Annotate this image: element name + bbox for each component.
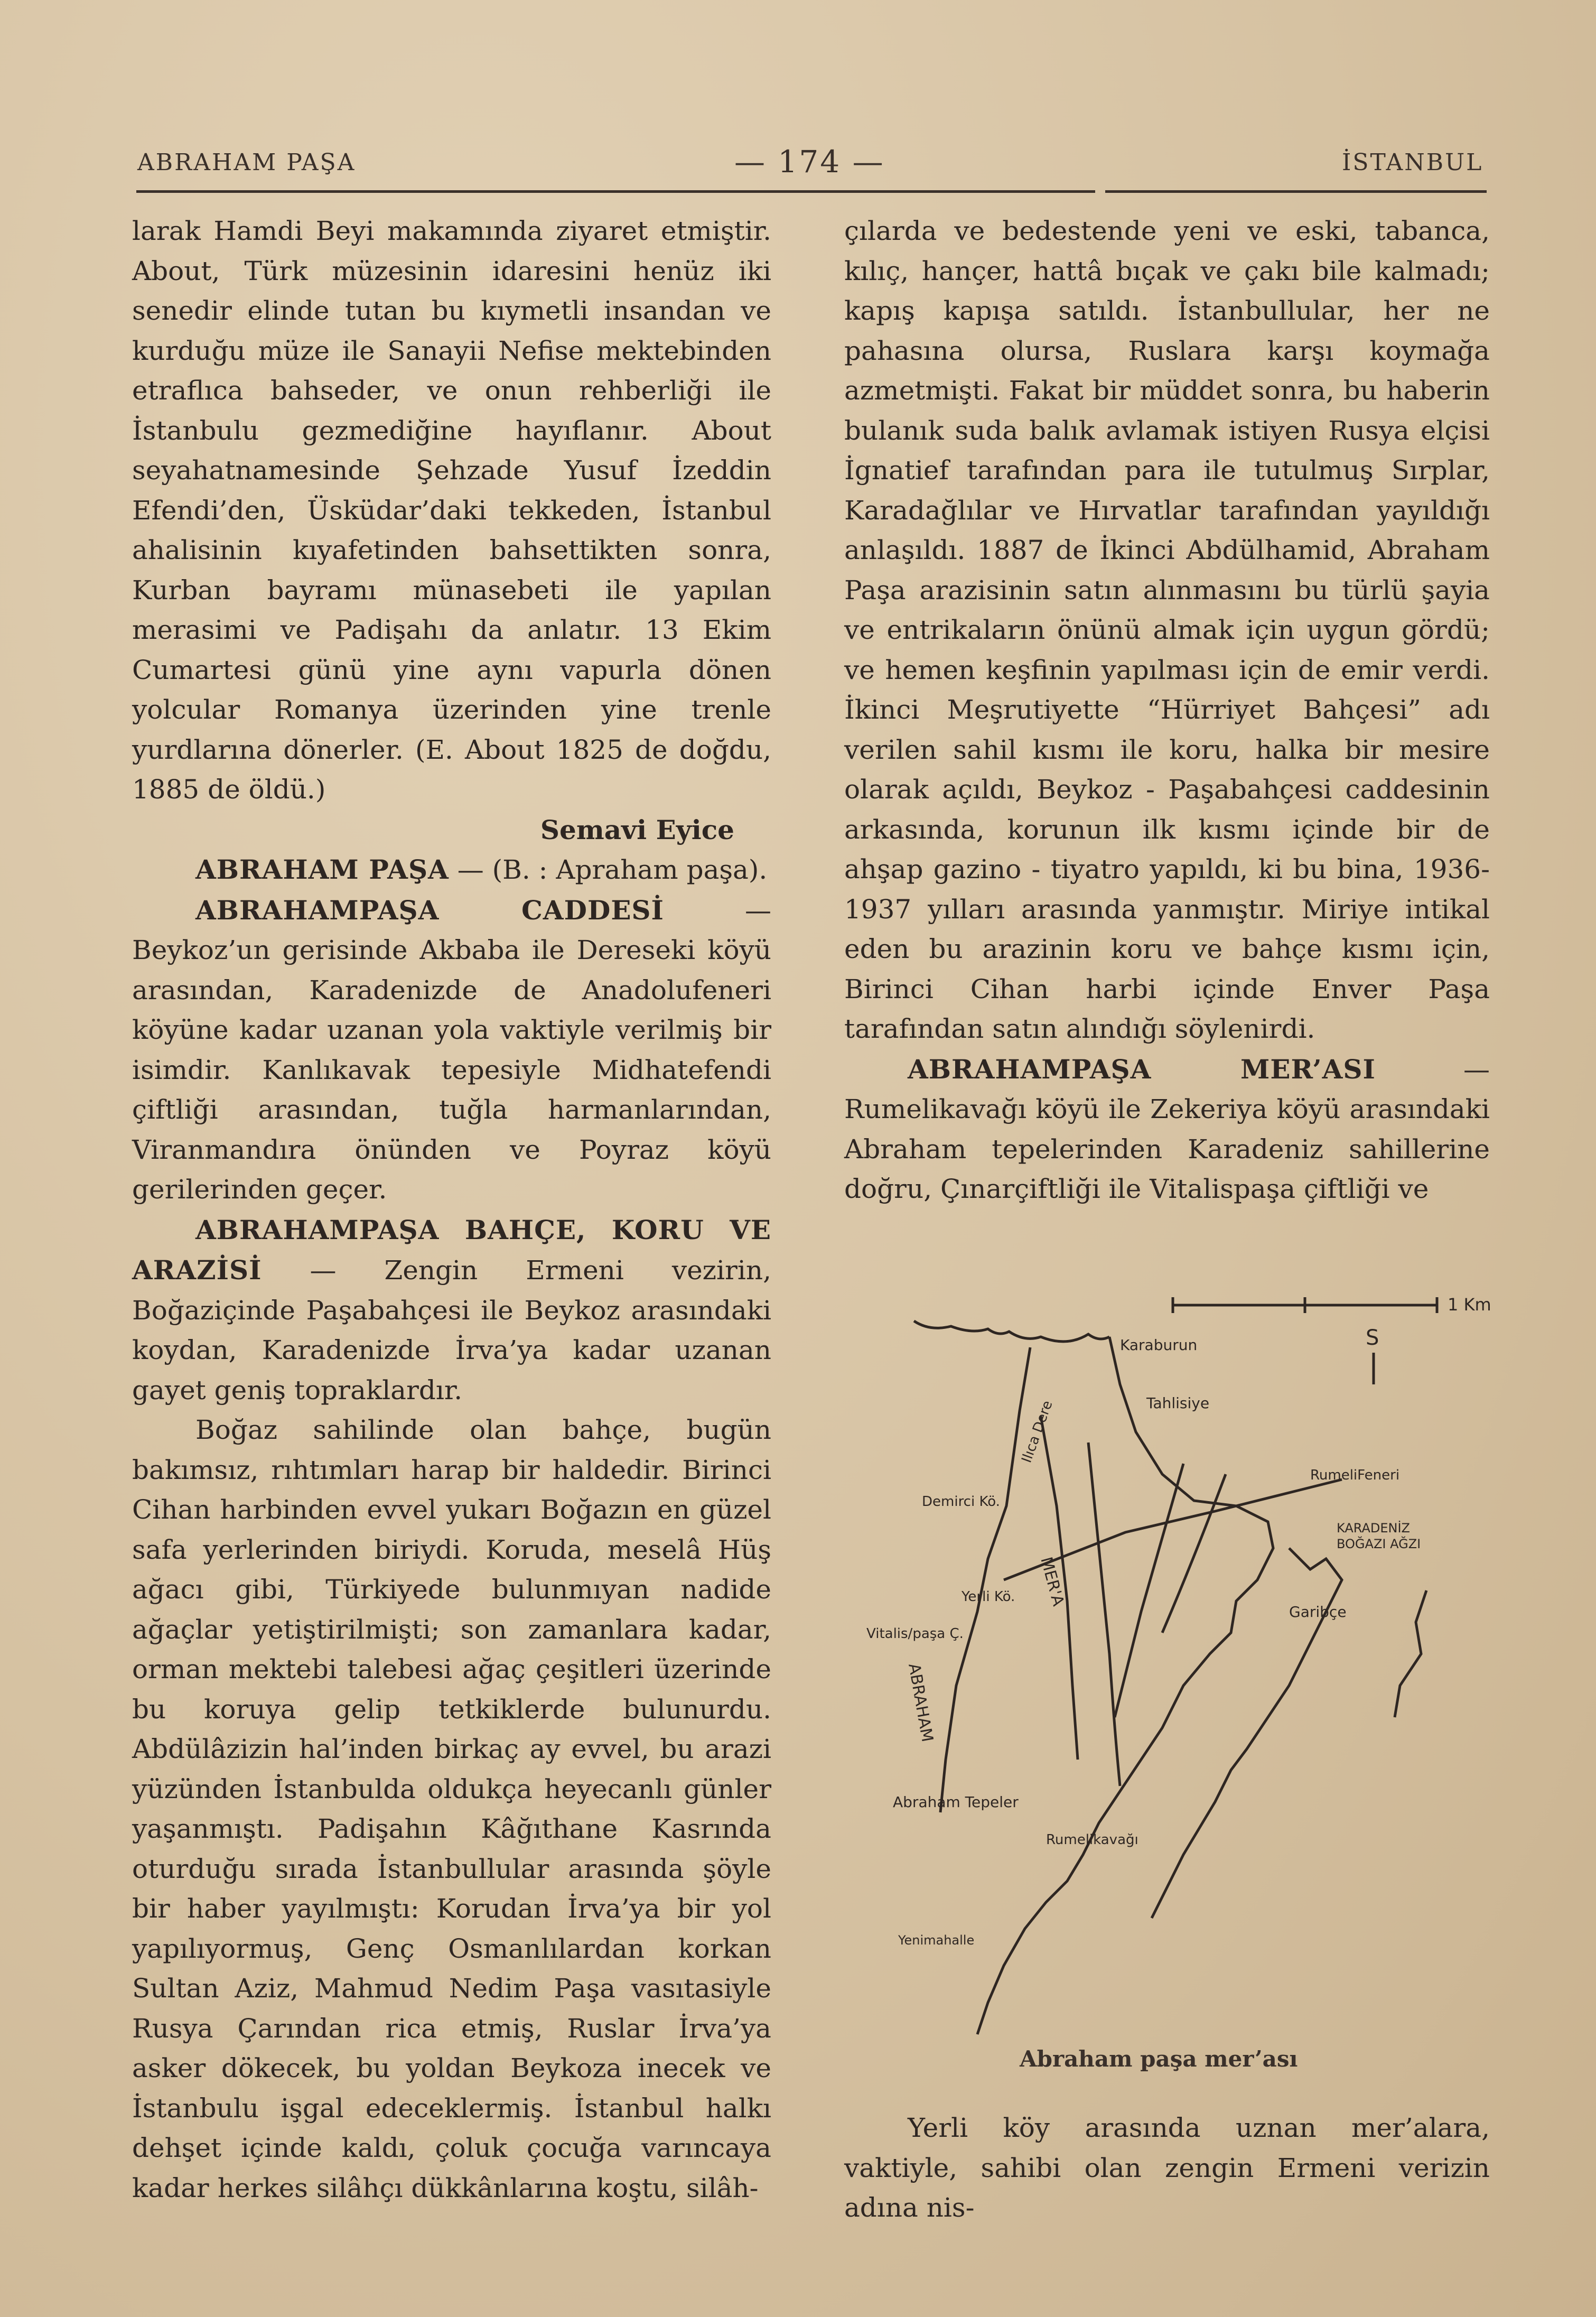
map-label-abr: ABRAHAM [904,1662,937,1744]
bosphorus-coast [977,1337,1273,2034]
header-rule [136,190,1095,193]
map-drawing [866,1284,1490,2050]
entry-heading: ABRAHAM PAŞA [195,854,449,885]
map-figure [866,1284,1490,2050]
entry-body: — Zengin Ermeni vezirin, Boğaziçinde Paşabahçesi ile Beykoz arasındaki koydan, Karadenizde İrva’ya kadar uzanan gayet geniş topraklardır. [132,1255,771,1406]
coast-east [1395,1590,1426,1717]
entry-abrahampasa-caddesi [132,890,771,1210]
header-rule-right [1105,190,1487,193]
north-label: S [1366,1326,1379,1350]
stream [1115,1464,1183,1717]
entry-heading: ABRAHAMPAŞA MER’ASI [908,1053,1376,1085]
west-boundary [940,1347,1030,1812]
map-label-karaburun: Karaburun [1120,1336,1198,1354]
paragraph: Boğaz sahilinde olan bahçe, bugün bakımsız, rıhtımları harap bir haldedir. Birinci Cihan harbinden evvel yukarı Boğazın en güzel safa yerlerinden biriydi. Koruda, meselâ Hüş ağacı gibi, Türkiyede bulunmıyan nadide ağaçlar yetiştirilmişti; son zamanlara kadar, orman mektebi talebesi ağaç çeşitleri üzerinde bu koruya gelip tetkiklerde bulunurdu. Abdülâzizin hal’inden birkaç ay evvel, bu arazi yüzünden İstanbulda oldukça heyecanlı günler yaşanmıştı. Padişahın Kâğıthane Kasrında oturduğu sırada İstanbullular arasında şöyle bir haber yayılmıştı: Korudan İrva’ya bir yol yapılıyormuş, Genç Osmanlılardan korkan Sultan Aziz, Mahmud Nedim Paşa vasıtasiyle Rusya Çarından rica etmiş, Ruslar İrva’ya asker dökecek, bu yoldan Beykoza inecek ve İstanbulu işgal edeceklermiş. İstanbul halkı dehşet içinde kaldı, çoluk çocuğa varıncaya kadar herkes silâhçı dükkânlarına koştu, silâh- [132,1415,771,2203]
entry-body: — Rumelikavağı köyü ile Zekeriya köyü arasındaki Abraham tepelerinden Karadeniz sahillerine doğru, Çınarçiftliği ile Vitalispaşa çiftliği ve [844,1054,1490,1204]
map-label-demirci: Demirci Kö. [922,1494,1000,1510]
entry-heading: ABRAHAMPAŞA CADDESİ [195,894,664,926]
scale-label: 1 Km [1448,1295,1490,1315]
map-label-rumelifeneri: RumeliFeneri [1310,1467,1400,1483]
map-label-rumelikavagi: Rumelikavağı [1046,1832,1138,1848]
entry-body: — (B. : Apraham paşa). [449,854,768,885]
stream [1088,1443,1120,1786]
entry-body: — Beykoz’un gerisinde Akbaba ile Dereseki köyü arasından, Karadenizde de Anadolufeneri köyüne kadar uzanan yola vaktiyle verilmiş bir isimdir. Kanlıkavak tepesiyle Midhatefendi çiftliği arasından, tuğla harmanlarından, Viranmandıra önünden ve Poyraz köyü gerilerinden geçer. [132,895,771,1205]
entry-abraham-pasa [132,850,771,890]
map-label-yerlikoy: Yerli Kö. [962,1589,1015,1605]
entry-abrahampasa-bahce [132,1210,771,1411]
paragraph: çılarda ve bedestende yeni ve eski, tabanca, kılıç, hançer, hattâ bıçak ve çakı bile kalmadı; kapış kapışa satıldı. İstanbullular, her ne pahasına olursa, Ruslara karşı koymağa azmetmişti. Fakat bir müddet sonra, bu haberin bulanık suda balık avlamak istiyen Rusya elçisi İgnatief tarafından para ile tutulmuş Sırplar, Karadağlılar ve Hırvatlar tarafından yayıldığı anlaşıldı. 1887 de İkinci Abdülhamid, Abraham Paşa arazisinin satın alınmasını bu türlü şayia ve entrikaların önünü almak için uygun gördü; ve hemen keşfinin yapılması için de emir verdi. İkinci Meşrutiyette “Hürriyet Bahçesi” adı verilen sahil kısmı ile koru, halka bir mesire olarak açıldı, Beykoz - Paşabahçesi caddesinin arkasında, korunun ilk kısmı içinde bir de ahşap gazino - tiyatro yapıldı, ki bu bina, 1936-1937 yılları arasında yanmıştır. Miriye intikal eden bu arazinin koru ve bahçe kısmı için, Birinci Cihan harbi içinde Enver Paşa tarafından satın alındığı söylenirdi. [844,216,1490,1044]
running-header-right: İSTANBUL [1342,149,1483,176]
left-column [132,211,771,2208]
coastline [914,1321,1109,1342]
entry-abrahampasa-merasi [844,1049,1490,1209]
map-label-ilica: Ilıca Dere [1019,1398,1056,1465]
map-label-garipce: Garibçe [1289,1603,1347,1621]
stream [1162,1474,1226,1633]
right-column-continued [844,2108,1490,2228]
map-label-abraham: Abraham Tepeler [893,1793,1019,1811]
paragraph: Yerli köy arasında uznan mer’alara, vaktiyle, sahibi olan zengin Ermeni verizin adına nis- [844,2113,1490,2223]
map-label-tahlisiye: Tahlisiye [1146,1394,1210,1412]
author-signature: Semavi Eyice [540,814,734,845]
entry-heading: ABRAHAMPAŞA BAHÇE, KORU VE ARAZİSİ [132,1214,771,1286]
map-label-bogazi: BOĞAZI AĞZI [1337,1537,1421,1551]
map-label-vitalis: Vitalis/paşa Ç. [866,1626,964,1642]
map-label-mera: MER'A [1037,1555,1068,1608]
running-header-left: ABRAHAM PAŞA [137,149,356,176]
page-number: — 174 — [734,144,885,180]
right-column [844,211,1490,1209]
map-label-karadeniz: KARADENİZ [1337,1521,1410,1536]
map-label-yenimahalle: Yenimahalle [898,1933,975,1948]
paragraph: larak Hamdi Beyi makamında ziyaret etmiştir. About, Türk müzesinin idaresini henüz iki senedir elinde tutan bu kıymetli insandan ve kurduğu müze ile Sanayii Nefise mektebinden etraflıca bahseder, ve onun rehberliği ile İstanbulu gezmediğine hayıflanır. About seyahatnamesinde Şehzade Yusuf İzeddin Efendi’den, Üsküdar’daki tekkeden, İstanbul ahalisinin kıyafetinden bahsettikten sonra, Kurban bayramı münasebeti ile yapılan merasimi ve Padişahı da anlatır. 13 Ekim Cumartesi günü yine aynı vapurla dönen yolcular Romanya üzerinden yine trenle yurdlarına dönerler. (E. About 1825 de doğdu, 1885 de öldü.) [132,216,771,805]
map-caption: Abraham paşa mer’ası [1020,2046,1298,2072]
